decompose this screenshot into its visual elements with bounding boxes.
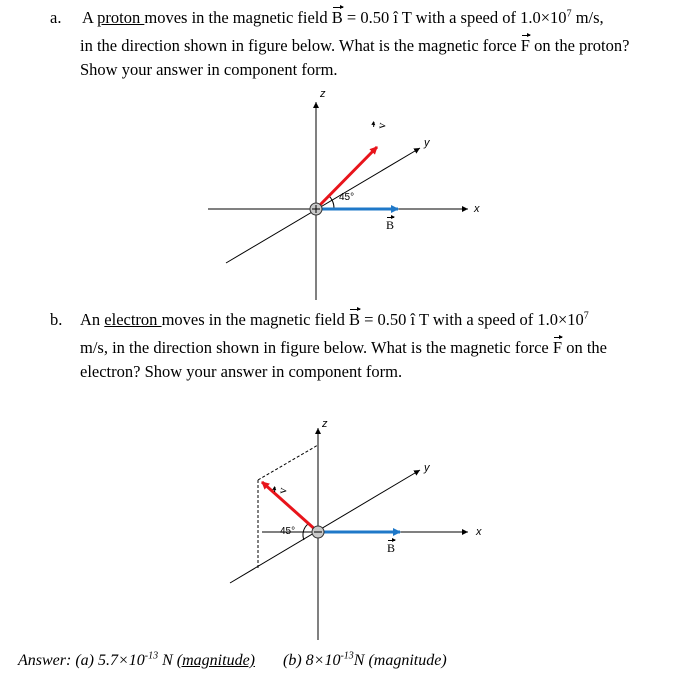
part-a-line-2: in the direction shown in figure below. What is the magnetic force F on the proton? bbox=[80, 36, 630, 55]
force-vector-symbol: F bbox=[520, 36, 530, 55]
fig-a-z-label: z bbox=[320, 88, 326, 100]
fig-b-x-label: x bbox=[476, 526, 482, 538]
part-a-marker: a. bbox=[50, 8, 62, 27]
part-b-marker: b. bbox=[50, 310, 63, 329]
fig-a-angle-label: 45° bbox=[339, 192, 355, 203]
part-b-line-1: An electron moves in the magnetic field B = 0.50 î T with a speed of $1.0\times 10^7$ bbox=[80, 310, 589, 329]
part-b-line-3: electron? Show your answer in component form. bbox=[80, 362, 403, 381]
fig-b-y-label: y bbox=[424, 462, 430, 474]
field-vector-symbol-b: B bbox=[348, 310, 360, 329]
fig-b-z-label: z bbox=[322, 418, 328, 430]
part-a-line-1: A proton moves in the magnetic field B = 0.50 î T with a speed of $1.0\times 10^7$ m/s, bbox=[82, 8, 604, 27]
part-a-particle: proton bbox=[97, 8, 145, 27]
fig-a-field-label: B bbox=[386, 218, 395, 232]
part-a-line-3: Show your answer in component form. bbox=[80, 60, 338, 79]
part-b-line-2: m/s, in the direction shown in figure below. What is the magnetic force F on the bbox=[80, 338, 607, 357]
answer-a-magnitude: (magnitude) bbox=[176, 652, 255, 669]
fig-a-y-label: y bbox=[424, 137, 430, 149]
field-vector-symbol: B bbox=[331, 8, 343, 27]
fig-a-velocity-label: v bbox=[374, 122, 389, 130]
fig-a-y-axis bbox=[226, 148, 420, 263]
fig-b-velocity-label: v bbox=[275, 487, 290, 495]
force-vector-symbol-b: F bbox=[552, 338, 563, 357]
fig-b-dashed-top bbox=[258, 445, 318, 480]
fig-a-x-label: x bbox=[474, 203, 480, 215]
fig-b-field-label: B bbox=[387, 541, 396, 555]
fig-b-angle-label: 45° bbox=[280, 526, 296, 537]
answer-line: Answer: (a) $5.7\times 10^{-13}$ N (magnitude) (b) $8\times 10^{-13}N$ (magnitude) bbox=[18, 650, 447, 669]
part-b-particle: electron bbox=[104, 310, 162, 329]
